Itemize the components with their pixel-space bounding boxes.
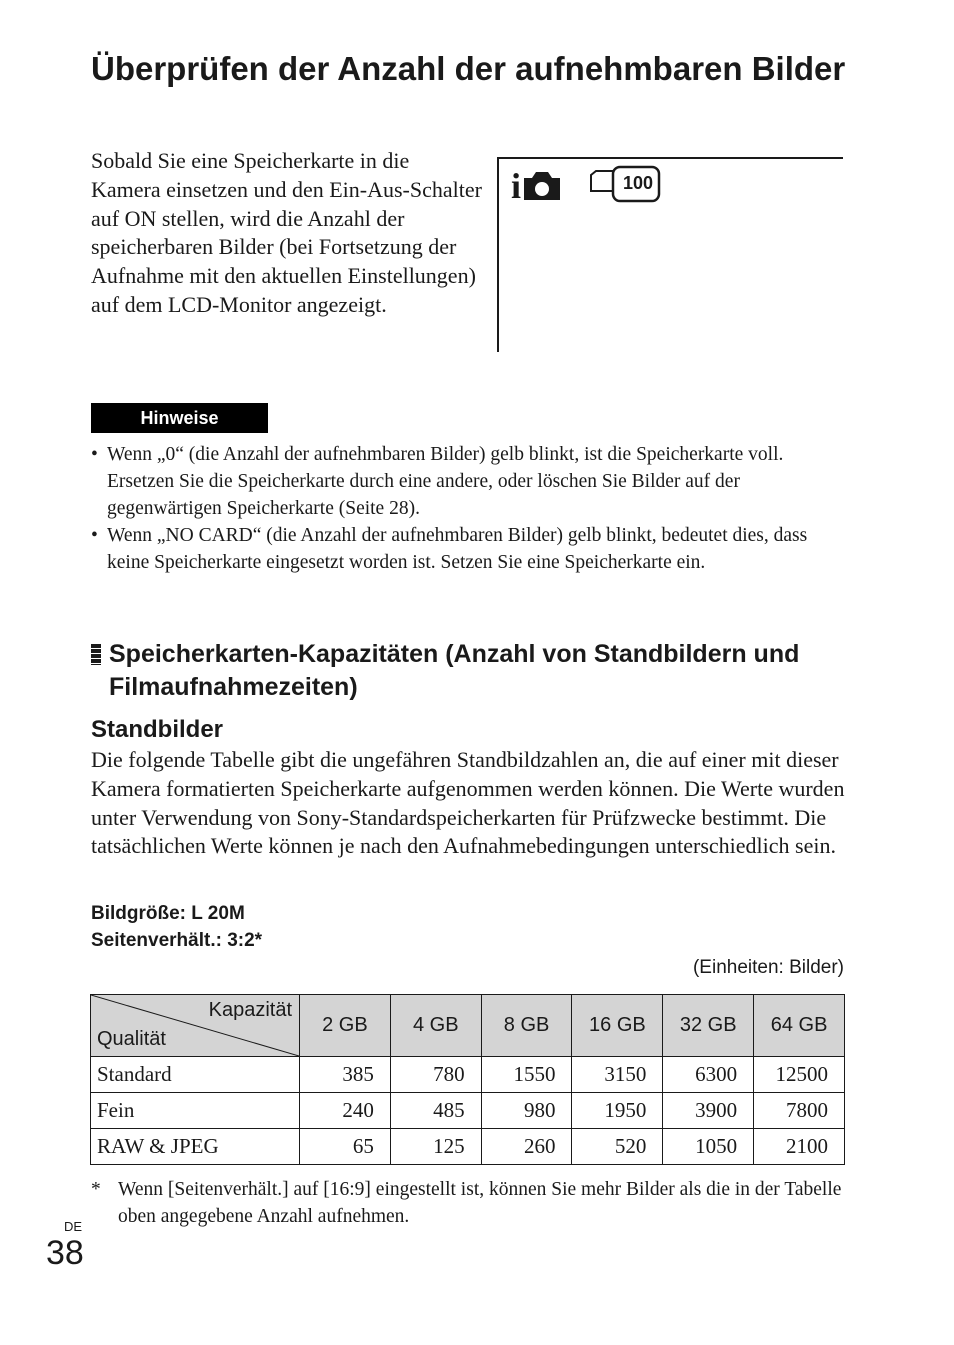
column-header: 16 GB: [572, 995, 663, 1057]
table-cell: 3150: [572, 1057, 663, 1093]
quality-label: Qualität: [97, 1028, 166, 1050]
table-row: [91, 1057, 845, 1093]
table-cell: 260: [481, 1129, 572, 1165]
image-size-spec: Bildgröße: L 20M: [91, 903, 245, 924]
table-cell: 125: [390, 1129, 481, 1165]
language-label: DE: [64, 1219, 83, 1234]
column-header: 64 GB: [754, 995, 845, 1057]
shots-remaining-counter: 100: [622, 173, 654, 193]
column-header: 8 GB: [481, 995, 572, 1057]
bullet: •: [91, 525, 98, 546]
row-label: Fein: [91, 1093, 300, 1129]
camera-icon: [521, 170, 563, 202]
notes-header: Hinweise: [91, 403, 268, 433]
column-header: 32 GB: [663, 995, 754, 1057]
table-cell: 520: [572, 1129, 663, 1165]
column-header: 2 GB: [300, 995, 391, 1057]
section-marker-icon: [91, 644, 101, 665]
table-cell: 385: [300, 1057, 391, 1093]
note-item: [91, 522, 851, 576]
row-label: Standard: [91, 1057, 300, 1093]
table-cell: 65: [300, 1129, 391, 1165]
table-header-row: [91, 995, 845, 1057]
bullet: •: [91, 444, 98, 465]
subsection-heading: Standbilder: [91, 716, 224, 743]
aspect-ratio-spec: Seitenverhält.: 3:2*: [91, 930, 263, 951]
table-cell: 7800: [754, 1093, 845, 1129]
table-cell: 2100: [754, 1129, 845, 1165]
column-header: 4 GB: [390, 995, 481, 1057]
table-cell: 780: [390, 1057, 481, 1093]
footnote-text: Wenn [Seitenverhält.] auf [16:9] eingestellt ist, können Sie mehr Bilder als die in der Tabelle oben angegebene Anzahl aufnehmen.: [118, 1179, 842, 1227]
intelligent-auto-letter: i: [511, 166, 522, 206]
table-cell: 1050: [663, 1129, 754, 1165]
table-cell: 240: [300, 1093, 391, 1129]
section-body: Die folgende Tabelle gibt die ungefähren Standbildzahlen an, die auf einer mit dieser Kamera formatierten Speicherkarte aufgenommen werden können. Die Werte wurden unter Verwendung von Sony-Standardspeicherkarten für Prüfzwecke bestimmt. Die tatsächlichen Werte können je nach den Aufnahmebedingungen unterschiedlich sein.: [91, 747, 845, 859]
table-cell: 6300: [663, 1057, 754, 1093]
page-number: 38: [46, 1234, 84, 1272]
capacity-table: [90, 994, 845, 1165]
corner-header: [91, 995, 300, 1057]
table-row: [91, 1093, 845, 1129]
row-label: RAW & JPEG: [91, 1129, 300, 1165]
note-text: Wenn „NO CARD“ (die Anzahl der aufnehmbaren Bilder) gelb blinkt, bedeutet dies, dass keine Speicherkarte eingesetzt worden ist. Setzen Sie eine Speicherkarte ein.: [107, 525, 808, 573]
section-heading: Speicherkarten-Kapazitäten (Anzahl von Standbildern und Filmaufnahmezeiten): [109, 640, 800, 701]
units-note: (Einheiten: Bilder): [692, 957, 844, 978]
intro-paragraph: Sobald Sie eine Speicherkarte in die Kamera einsetzen und den Ein-Aus-Schalter auf ON stellen, wird die Anzahl der speicherbaren Bilder (bei Fortsetzung der Aufnahme mit den aktuellen Einstellungen) auf dem LCD-Monitor angezeigt.: [91, 148, 482, 317]
table-cell: 3900: [663, 1093, 754, 1129]
table-cell: 485: [390, 1093, 481, 1129]
table-cell: 1950: [572, 1093, 663, 1129]
page-title: Überprüfen der Anzahl der aufnehmbaren Bilder: [91, 50, 846, 87]
note-text: Wenn „0“ (die Anzahl der aufnehmbaren Bilder) gelb blinkt, ist die Speicherkarte voll. Ersetzen Sie die Speicherkarte durch eine andere, oder löschen Sie Bilder auf der gegenwärtigen Speicherkarte (Seite 28).: [107, 444, 784, 519]
capacity-label: Kapazität: [208, 999, 292, 1021]
table-cell: 980: [481, 1093, 572, 1129]
table-cell: 12500: [754, 1057, 845, 1093]
lcd-monitor-illustration: [497, 157, 843, 352]
table-cell: 1550: [481, 1057, 572, 1093]
note-item: [91, 441, 851, 522]
footnote-mark: *: [91, 1179, 101, 1200]
table-row: [91, 1129, 845, 1165]
